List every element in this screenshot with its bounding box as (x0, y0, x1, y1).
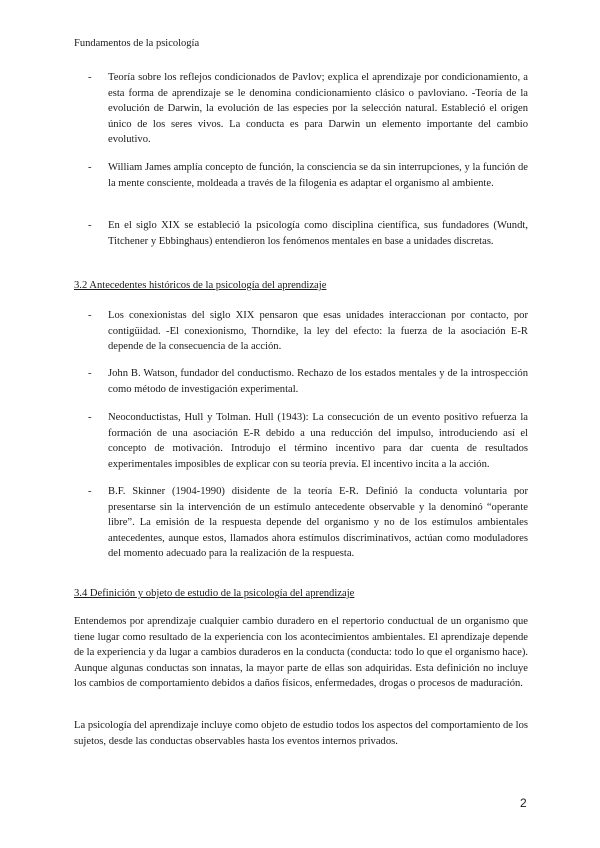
bullet-text: En el siglo XIX se estableció la psicología como disciplina científica, sus fundadores (Wundt, Titchener y Ebbinghaus) entendieron los fenómenos mentales en base a unidades discretas. (108, 220, 528, 247)
list-item (88, 218, 528, 249)
bullet-dash: - (88, 162, 92, 173)
section-heading: 3.2 Antecedentes históricos de la psicología del aprendizaje (74, 280, 327, 291)
list-item (88, 308, 528, 355)
bullet-dash: - (88, 412, 92, 423)
paragraph: Entendemos por aprendizaje cualquier cambio duradero en el repertorio conductual de un organismo que tiene lugar como resultado de la experiencia con los acontecimientos ambientales. El aprendizaje depende de la experiencia y da lugar a cambios duraderos en la conducta (conducta: todo lo que el organismo hace). Aunque algunas conductas son innatas, la mayor parte de ellas son adquiridas. Esta definición no incluye los cambios de comportamiento debidos a daños físicos, enfermedades, drogas o procesos de maduración. (74, 616, 528, 690)
paragraph: La psicología del aprendizaje incluye como objeto de estudio todos los aspectos del comportamiento de los sujetos, desde las conductas observables hasta los eventos internos privados. (74, 720, 528, 747)
list-item (88, 366, 528, 397)
list-item (88, 484, 528, 562)
bullet-dash: - (88, 220, 92, 231)
bullet-dash: - (88, 486, 92, 497)
running-header: Fundamentos de la psicología (74, 38, 200, 49)
bullet-text: Teoría sobre los reflejos condicionados de Pavlov; explica el aprendizaje por condicionamiento, a esta forma de aprendizaje se le denomina condicionamiento clásico o pavloviano. -Teoría de la evolución de Darwin, la evolución de las especies por la selección natural. Estableció el origen único de los seres vivos. La conducta es para Darwin un elemento importante del cambio evolutivo. (108, 72, 528, 146)
bullet-text: Neoconductistas, Hull y Tolman. Hull (1943): La consecución de un evento positivo refuerza la formación de una asociación E-R debido a una reducción del impulso, introduciendo así el concepto de motivación. Introdujo el término incentivo para dar cuenta de resultados experimentales imposibles de explicar con su teoría previa. El incentivo incita a la acción. (108, 412, 528, 470)
list-item (88, 70, 528, 148)
section-heading: 3.4 Definición y objeto de estudio de la psicología del aprendizaje (74, 588, 355, 599)
page-number: 2 (520, 796, 527, 810)
bullet-text: B.F. Skinner (1904-1990) disidente de la teoría E-R. Definió la conducta voluntaria por presentarse sin la intervención de un estímulo antecedente observable y la denominó “operante libre”. La emisión de la respuesta depende del organismo y no de los estímulos ambientales antecedentes, aunque estos, llamados ahora estímulos discriminativos, actúan como moduladores del momento adecuado para la realización de la respuesta. (108, 486, 528, 560)
bullet-text: William James amplía concepto de función, la consciencia se da sin interrupciones, y la función de la mente consciente, moldeada a través de la filogenia es adaptar el organismo al ambiente. (108, 162, 528, 189)
list-item (88, 160, 528, 191)
list-item (88, 410, 528, 472)
bullet-text: John B. Watson, fundador del conductismo. Rechazo de los estados mentales y de la introspección como método de investigación experimental. (108, 368, 528, 395)
bullet-dash: - (88, 368, 92, 379)
bullet-dash: - (88, 72, 92, 83)
bullet-dash: - (88, 310, 92, 321)
bullet-text: Los conexionistas del siglo XIX pensaron que esas unidades interaccionan por contacto, por contigüidad. -El conexionismo, Thorndike, la ley del efecto: la fuerza de la asociación E-R depende de la consecuencia de la acción. (108, 310, 528, 353)
